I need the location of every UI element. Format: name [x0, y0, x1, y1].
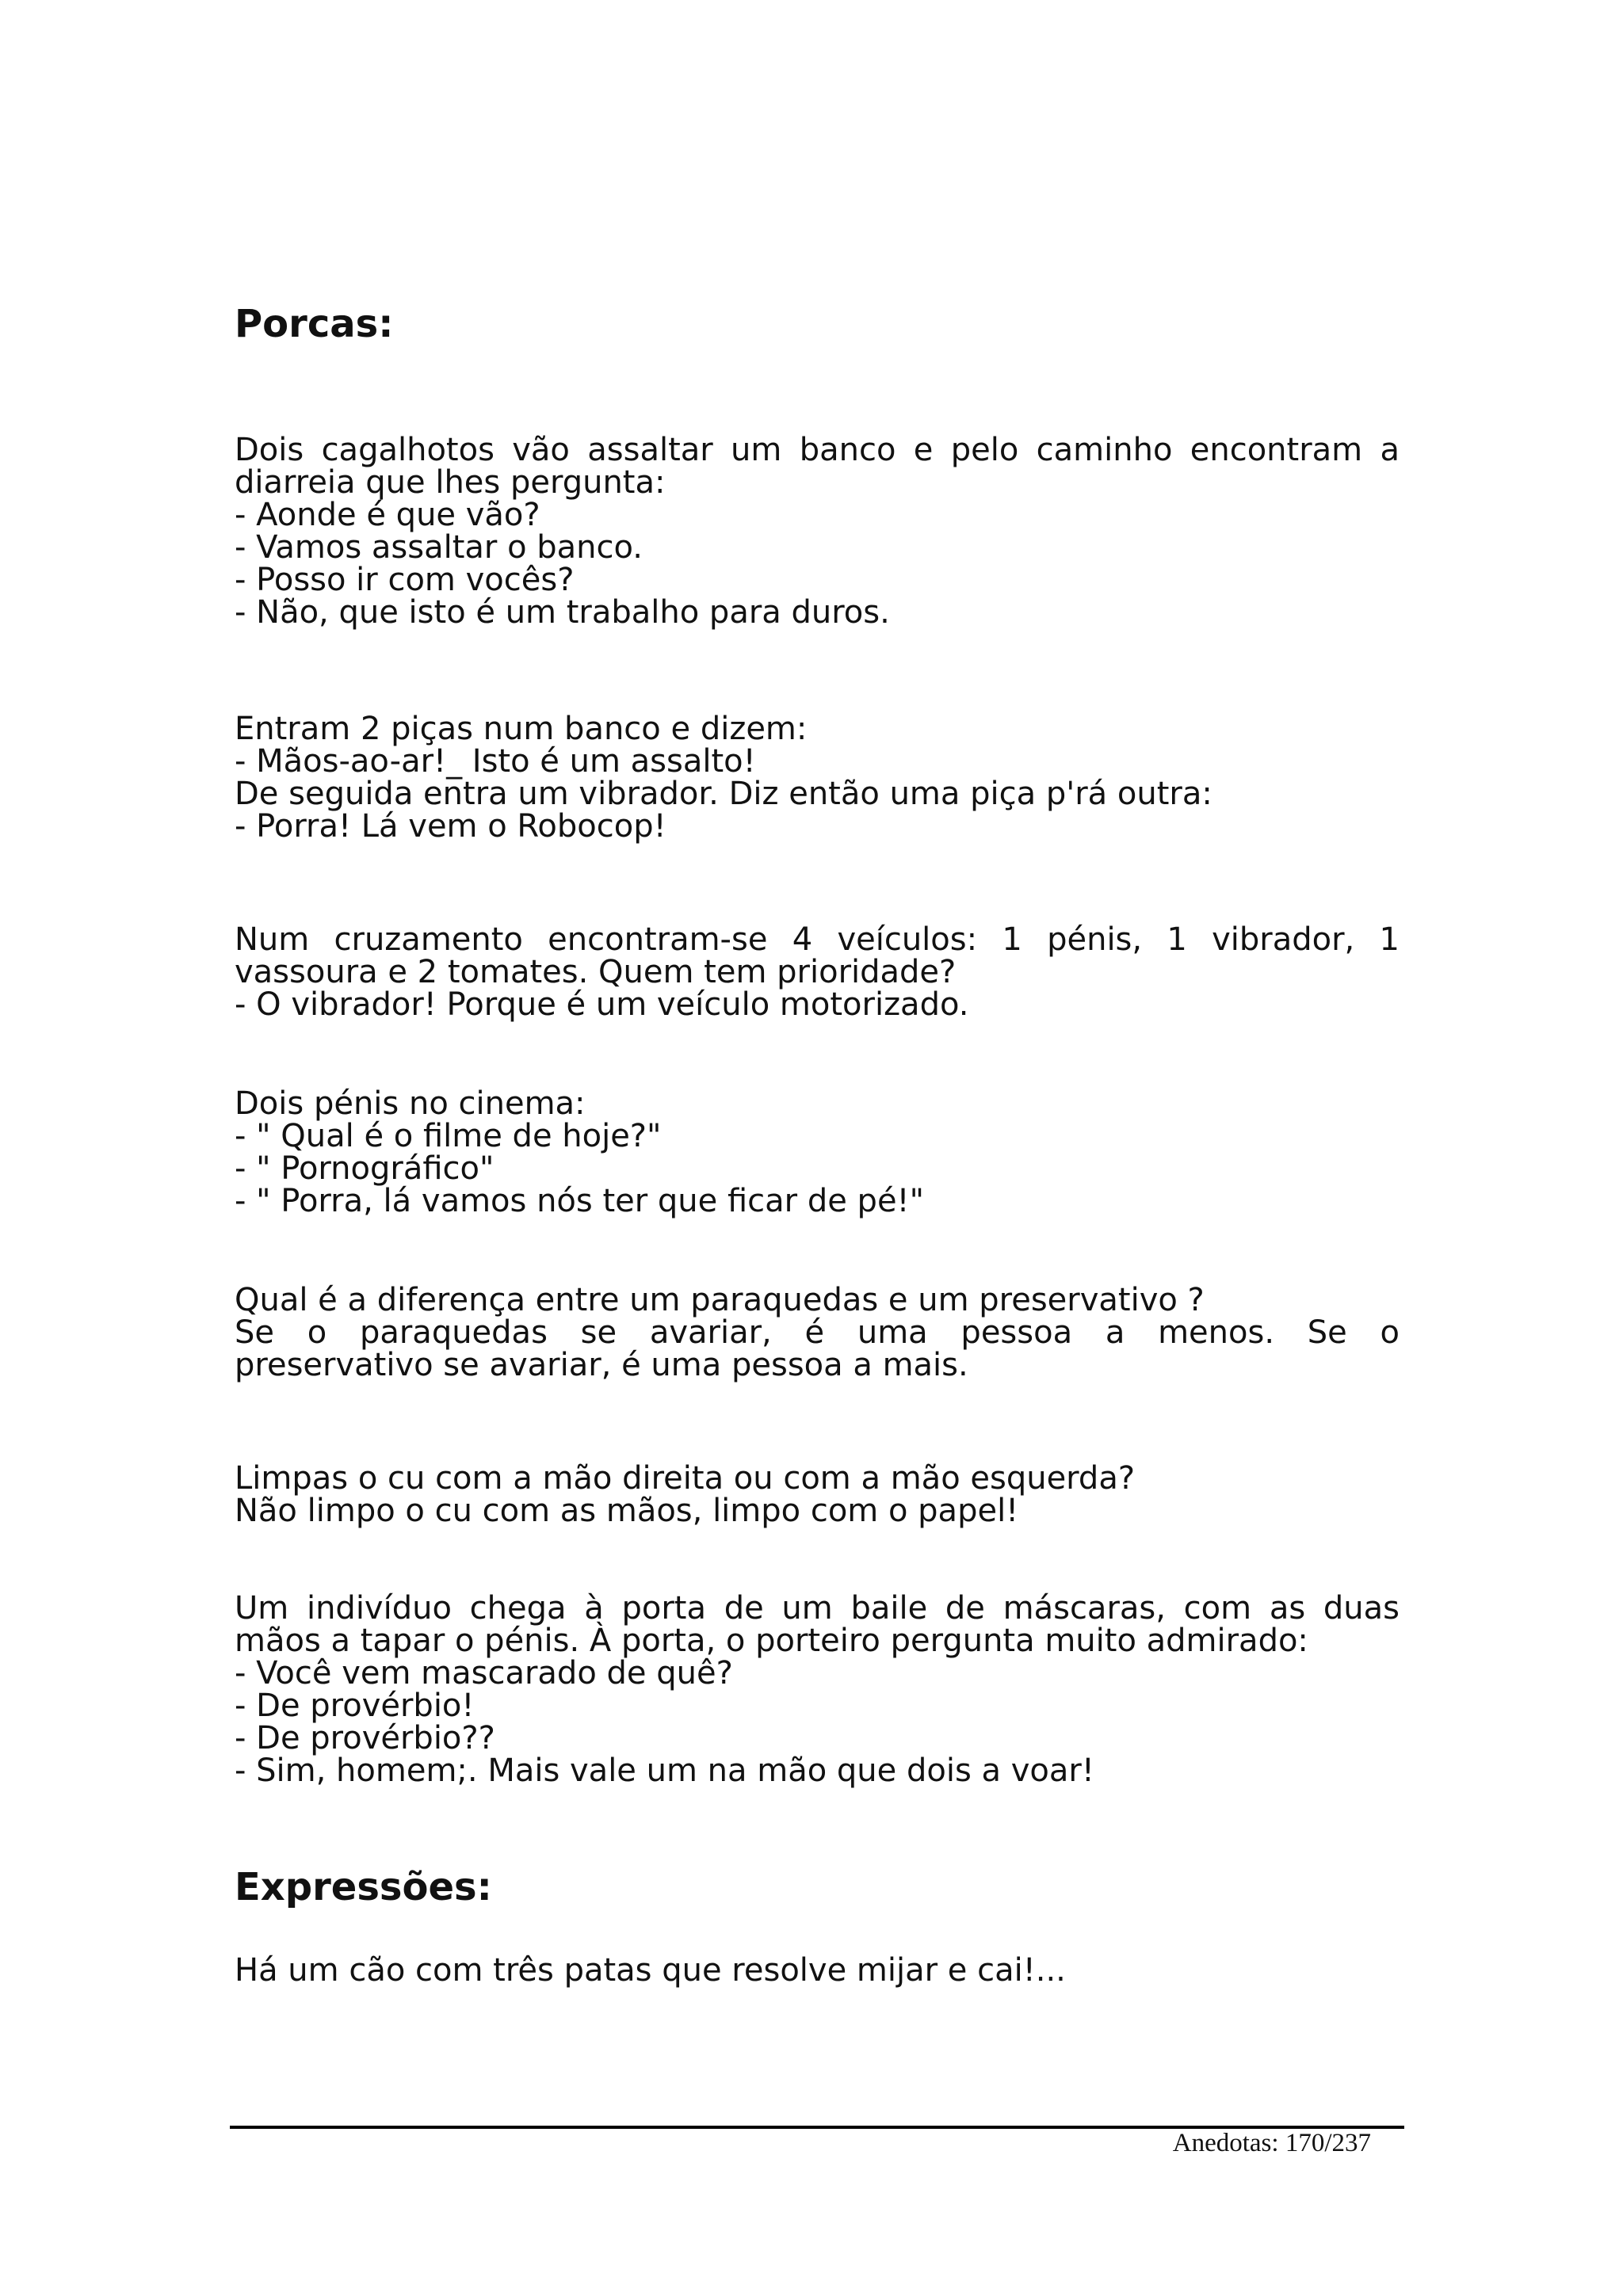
joke-line: - Posso ir com vocês? [235, 562, 575, 598]
joke-paragraph-4 [235, 1085, 1400, 1219]
joke-line: Se o paraquedas se avariar, é uma pessoa a menos. Se o [235, 1314, 1400, 1351]
page-number: Anedotas: 170/237 [1172, 2129, 1371, 2157]
joke-paragraph-5 [235, 1284, 1400, 1382]
joke-paragraph-1 [235, 434, 1400, 629]
joke-line: Num cruzamento encontram-se 4 veículos: 1 pénis, 1 vibrador, 1 [235, 921, 1400, 958]
joke-line: - Mãos-ao-ar!_ Isto é um assalto! [235, 743, 756, 780]
joke-line: Um indivíduo chega à porta de um baile de máscaras, com as duas [235, 1590, 1400, 1627]
joke-paragraph-6 [235, 1460, 1400, 1529]
joke-paragraph-7 [235, 1592, 1400, 1787]
joke-line: Limpas o cu com a mão direita ou com a mão esquerda? [235, 1460, 1136, 1497]
joke-line: - Aonde é que vão? [235, 497, 540, 533]
joke-line: Entram 2 piças num banco e dizem: [235, 711, 808, 747]
joke-line: diarreia que lhes pergunta: [235, 464, 666, 501]
joke-paragraph-8 [235, 1952, 1400, 1989]
joke-line: - Não, que isto é um trabalho para duros. [235, 594, 890, 631]
joke-line: - O vibrador! Porque é um veículo motorizado. [235, 986, 969, 1023]
joke-line: - Porra! Lá vem o Robocop! [235, 808, 666, 845]
joke-line: - Você vem mascarado de quê? [235, 1655, 733, 1691]
joke-line: Há um cão com três patas que resolve mijar e cai!... [235, 1952, 1066, 1989]
joke-line: Não limpo o cu com as mãos, limpo com o papel! [235, 1493, 1019, 1529]
joke-paragraph-2 [235, 713, 1400, 843]
joke-line: vassoura e 2 tomates. Quem tem prioridade? [235, 954, 957, 990]
joke-line: - " Qual é o filme de hoje?" [235, 1118, 662, 1154]
section-title-porcas: Porcas: [235, 302, 394, 346]
joke-line: - Sim, homem;. Mais vale um na mão que dois a voar! [235, 1753, 1094, 1789]
joke-line: preservativo se avariar, é uma pessoa a mais. [235, 1347, 968, 1383]
joke-line: - " Porra, lá vamos nós ter que ficar de pé!" [235, 1183, 924, 1219]
joke-line: - De provérbio! [235, 1688, 475, 1724]
joke-paragraph-3 [235, 921, 1400, 1023]
joke-line: Qual é a diferença entre um paraquedas e um preservativo ? [235, 1282, 1205, 1318]
joke-line: De seguida entra um vibrador. Diz então uma piça p'rá outra: [235, 776, 1212, 812]
joke-line: - Vamos assaltar o banco. [235, 529, 643, 566]
joke-line: Dois pénis no cinema: [235, 1085, 586, 1122]
joke-line: Dois cagalhotos vão assaltar um banco e pelo caminho encontram a [235, 432, 1400, 468]
joke-line: mãos a tapar o pénis. À porta, o porteiro pergunta muito admirado: [235, 1623, 1308, 1659]
section-title-expressoes: Expressões: [235, 1865, 492, 1909]
joke-line: - " Pornográfico" [235, 1150, 495, 1187]
joke-line: - De provérbio?? [235, 1720, 495, 1756]
